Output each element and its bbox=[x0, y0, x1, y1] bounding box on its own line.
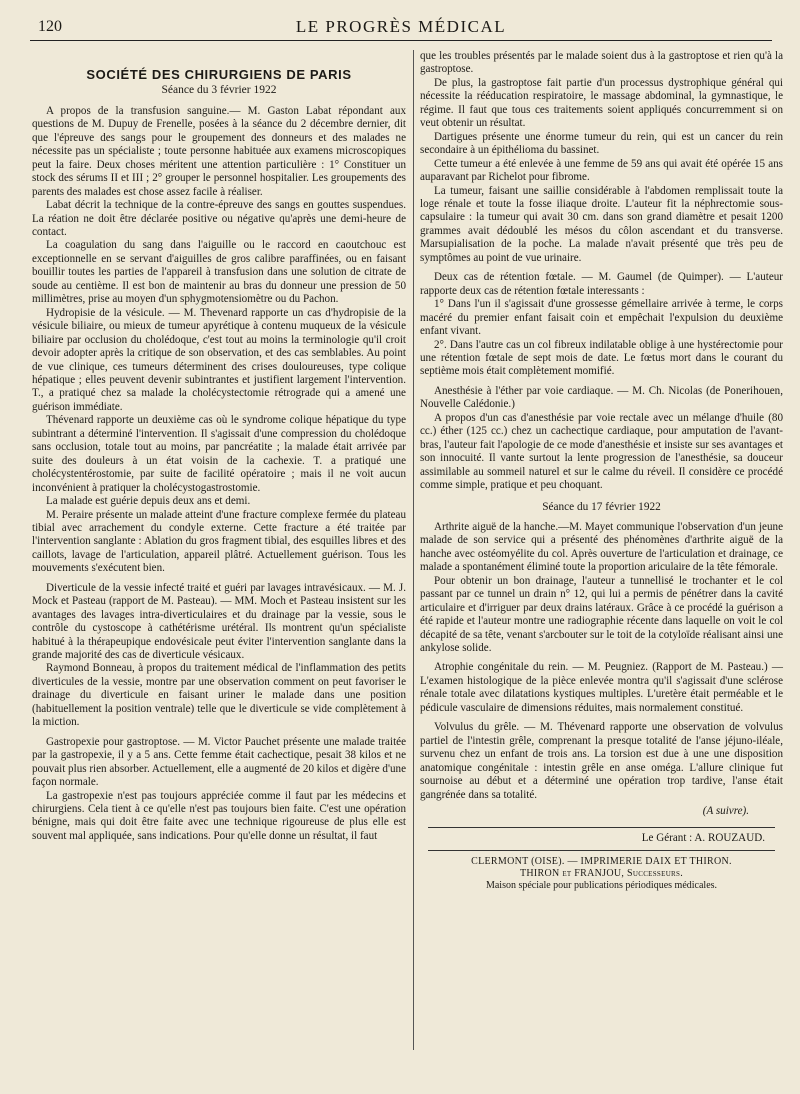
paragraph: La gastropexie n'est pas toujours appréciée comme il faut par les médecins et chirurgiens. Cela tient à ce qu'elle n'est pas toujours bien faite. C'est une opération bénigne, mais qui doit être faite avec une technique rigoureuse de plus elle est souvent mal appliquée, sans indications. Pour qu'elle donne un résultat, il faut bbox=[32, 789, 406, 842]
imprint-line: THIRON et FRANJOU, Successeurs. bbox=[519, 867, 684, 879]
section-title: SOCIÉTÉ DES CHIRURGIENS DE PARIS bbox=[86, 67, 352, 82]
imprint-line: Maison spéciale pour publications périodiques médicales. bbox=[485, 879, 718, 891]
paragraph: Atrophie congénitale du rein. — M. Peugniez. (Rapport de M. Pasteau.) — L'examen histologique de la pièce enlevée montra qu'il s'agissait d'une sclérose rénale totale avec dilatations kystiques multiples. L'uretère était perméable et le pédicule vasculaire de dimensions réduites, mais normalement constitué. bbox=[420, 661, 783, 714]
rule bbox=[428, 850, 775, 851]
paragraph: Hydropisie de la vésicule. — M. Thevenard rapporte un cas d'hydropisie de la vésicule biliaire, ou mieux de tumeur apyrétique à contenu muqueux de la vésicule biliaire par occlusion du cholédoque, c'est tout au moins la terminologie qu'il croit devoir adopter après la critique de son observation, et des cas semblables. Au point de vue clinique, ces tumeurs déterminent des crises douloureuses, type colique hépatique ; elles peuvent devenir subintrantes et justifient largement l'intervention. T., a pratiqué chez sa malade la cholécystectomie rétrograde qui a amené une guérison immédiate. bbox=[32, 306, 406, 413]
page-header bbox=[30, 14, 772, 41]
paragraph: Thévenard rapporte un deuxième cas où le syndrome colique hépatique du type subintrant a déterminé l'intervention. Il s'agissait d'une compression du cholédoque sans occlusion, totale tout au moins, par pancréatite ; la malade était arrivée par suite des douleurs à un état voisin de la cachexie. T. a pratiqué une cholécystentérostomie, par suite de facilité opératoire ; mais il ne voit aucun inconvénient à pratiquer la cholécystogastrostomie. bbox=[32, 414, 406, 494]
column-divider bbox=[413, 50, 414, 1050]
paragraph: Cette tumeur a été enlevée à une femme de 59 ans qui avait été opérée 15 ans auparavant par Richelot pour fibrome. bbox=[420, 157, 783, 184]
paragraph: A propos d'un cas d'anesthésie par voie rectale avec un mélange d'huile (80 cc.) éther (125 cc.) chez un cachectique cardiaque, pour amputation de l'avant-bras, l'auteur fait l'apologie de ce mode d'anesthésie et insiste sur ses avantages et son innocuité. Il vante surtout la lente progression de l'anesthésie, sa douceur assimilable au sommeil naturel et sur le calme du réveil. Il considère ce procédé comme simple, pratique et peu choquant. bbox=[420, 411, 783, 492]
imprint-line: CLERMONT (OISE). — IMPRIMERIE DAIX ET THIRON. bbox=[471, 855, 732, 867]
paragraph: A propos de la transfusion sanguine.— M. Gaston Labat répondant aux questions de M. Dupuy de Frenelle, posées à la séance du 2 décembre dernier, dit que l'épreuve des sangs pour le groupement des donneurs et des malades ne nécessite pas un spécialiste ; toute personne habituée aux examens microscopiques peut la faire. Deux choses méritent une attention particulière : 1° Constituer un stock des sérums II et III ; 2° grouper le personnel hospitalier. Les groupements des parents des malades est chose assez facile à réaliser. bbox=[32, 104, 406, 198]
paragraph: De plus, la gastroptose fait partie d'un processus dystrophique général qui nécessite la rééducation respiratoire, le massage abdominal, la gymnastique, le régime. Il faut que tous ces traitements soient appliqués concurremment si on veut obtenir un résultat. bbox=[420, 76, 783, 130]
journal-title: LE PROGRÈS MÉDICAL bbox=[295, 17, 507, 36]
paragraph: La malade est guérie depuis deux ans et demi. bbox=[46, 495, 251, 508]
paragraph: Anesthésie à l'éther par voie cardiaque. — M. Ch. Nicolas (de Ponerihouen, Nouvelle Calédonie.) bbox=[420, 384, 783, 411]
page-number: 120 bbox=[38, 18, 62, 35]
paragraph: Gastropexie pour gastroptose. — M. Victor Pauchet présente une malade traitée par la gastropexie, il y a 5 ans. Cette femme était cachectique, pesait 38 kilos et ne pouvait plus rien absorber. Actuellement, elle a augmenté de 20 kilos et digère d'une façon normale. bbox=[32, 735, 406, 789]
paragraph: Raymond Bonneau, à propos du traitement médical de l'inflammation des petits diverticules de la vessie, montre par une observation comment on peut favoriser le drainage du diverticule en faisant uriner le malade dans une position (habituellement la position ventrale) telle que le diverticule se vide complètement à la miction. bbox=[32, 662, 406, 729]
right-column bbox=[420, 50, 783, 892]
section-date: Séance du 3 février 1922 bbox=[161, 84, 277, 97]
paragraph: que les troubles présentés par le malade soient dus à la gastroptose et rien qu'à la gastroptose. bbox=[420, 50, 783, 76]
seance-date: Séance du 17 février 1922 bbox=[542, 500, 661, 513]
imprint bbox=[420, 856, 783, 892]
paragraph: Diverticule de la vessie infecté traité et guéri par lavages intravésicaux. — M. J. Mock et Pasteau (rapport de M. Pasteau). — MM. Moch et Pasteau insistent sur les avantages des lavages intra-diverticulaires et du drainage par la vessie, sous le contrôle du cystoscope à cathétérisme urétéral. Ils montrent qu'un spécialiste habitué à la thérapeupique endovésicale peut éviter l'intervention sanglante dans la grande majorité des cas de diverticule vésicaux. bbox=[32, 581, 406, 662]
paragraph: Pour obtenir un bon drainage, l'auteur a tunnellisé le trochanter et le col passant par ce tunnel un drain n° 12, qui lui a permis de pénétrer dans la cavité articulaire et d'irriguer par deux drains latéraux. Grâce à ce procédé la guérison a été rapide et l'auteur montre une radiographie récente dans laquelle on voit le col décapité de sa tête, venant s'arcbouter sur le toit de la cotyloïde réalisant ainsi une ankylose solide. bbox=[420, 574, 783, 655]
paragraph: Deux cas de rétention fœtale. — M. Gaumel (de Quimper). — L'auteur rapporte deux cas de rétention fœtale interessants : bbox=[420, 271, 783, 297]
paragraph: Volvulus du grêle. — M. Thévenard rapporte une observation de volvulus partiel de l'intestin grêle, comprenant la presque totalité de l'anse jéjuno-iléale, survenu chez un enfant de trois ans. La torsion est due à une une disposition anatomique congénitale : intestin grêle en anse oméga. L'allure clinique fut sournoise au début et a déterminé une opération trop tardive, l'anse était gangrénée dans sa totalité. bbox=[420, 721, 783, 801]
left-column bbox=[32, 56, 406, 843]
paragraph: M. Peraire présente un malade atteint d'une fracture complexe fermée du plateau tibial avec arrachement du condyle externe. Cette fracture a été traitée par l'intervention sanglante : Ablation du gros fragment tibial, des esquilles libres et des caillots, lavage de l'articulation, appareil plâtré. Actuellement guérison. Tous les mouvements s'exécutent bien. bbox=[32, 508, 406, 575]
paragraph: 1° Dans l'un il s'agissait d'une grossesse gémellaire arrivée à terme, le corps macéré du premier enfant faisait coin et empêchait l'expulsion du deuxième enfant vivant. bbox=[420, 298, 783, 338]
paragraph: La coagulation du sang dans l'aiguille ou le raccord en caoutchouc est exceptionnelle en se servant d'aiguilles de gros calibre paraffinées, ou en faisant bouillir toutes les parties de l'appareil à transfusion dans une solution de citrate de soude au centième. Il est bon de maintenir au bras du donneur une pression de 50 millimètres, prise au moyen d'un sphygmotensiomètre ou du Pachon. bbox=[32, 239, 406, 306]
paragraph: Labat décrit la technique de la contre-épreuve des sangs en gouttes suspendues. La réation ne doit être déclarée positive ou négative qu'après une demi-heure de contact. bbox=[32, 199, 406, 238]
paragraph: Arthrite aiguë de la hanche.—M. Mayet communique l'observation d'un jeune malade de son service qui a présenté des phénomènes d'arthrite aiguë de la hanche avec ostéomyélite du col. Après ouverture de l'articulation et drainage, ce malade a spontanément éliminé toute la proportion ariculaire de la tête fémorale. bbox=[420, 520, 783, 574]
rule bbox=[428, 827, 775, 828]
a-suivre: (A suivre). bbox=[702, 805, 749, 818]
paragraph: 2°. Dans l'autre cas un col fibreux indilatable oblige à une hystérectomie pour une rétention fœtale de sept mois de date. Le fœtus mort dans le courant du septième mois était complètement momifié. bbox=[420, 338, 783, 378]
gerant-line: Le Gérant : A. ROUZAUD. bbox=[641, 832, 765, 845]
paragraph: Dartigues présente une énorme tumeur du rein, qui est un cancer du rein secondaire à un épithélioma du bassinet. bbox=[420, 130, 783, 157]
paragraph: La tumeur, faisant une saillie considérable à l'abdomen remplissait toute la loge rénale et toute la fosse iliaque droite. L'auteur fit la néphrectomie sous-capsulaire : la tumeur qui avait 30 cm. dans son grand diamètre et pesait 1200 grammes avait dédoublé les mésos du côlon ascendant et du transverse. Marsupialisation de la poche. La malade n'avait présenté que très peu de symptômes au point de vue urinaire. bbox=[420, 184, 783, 264]
